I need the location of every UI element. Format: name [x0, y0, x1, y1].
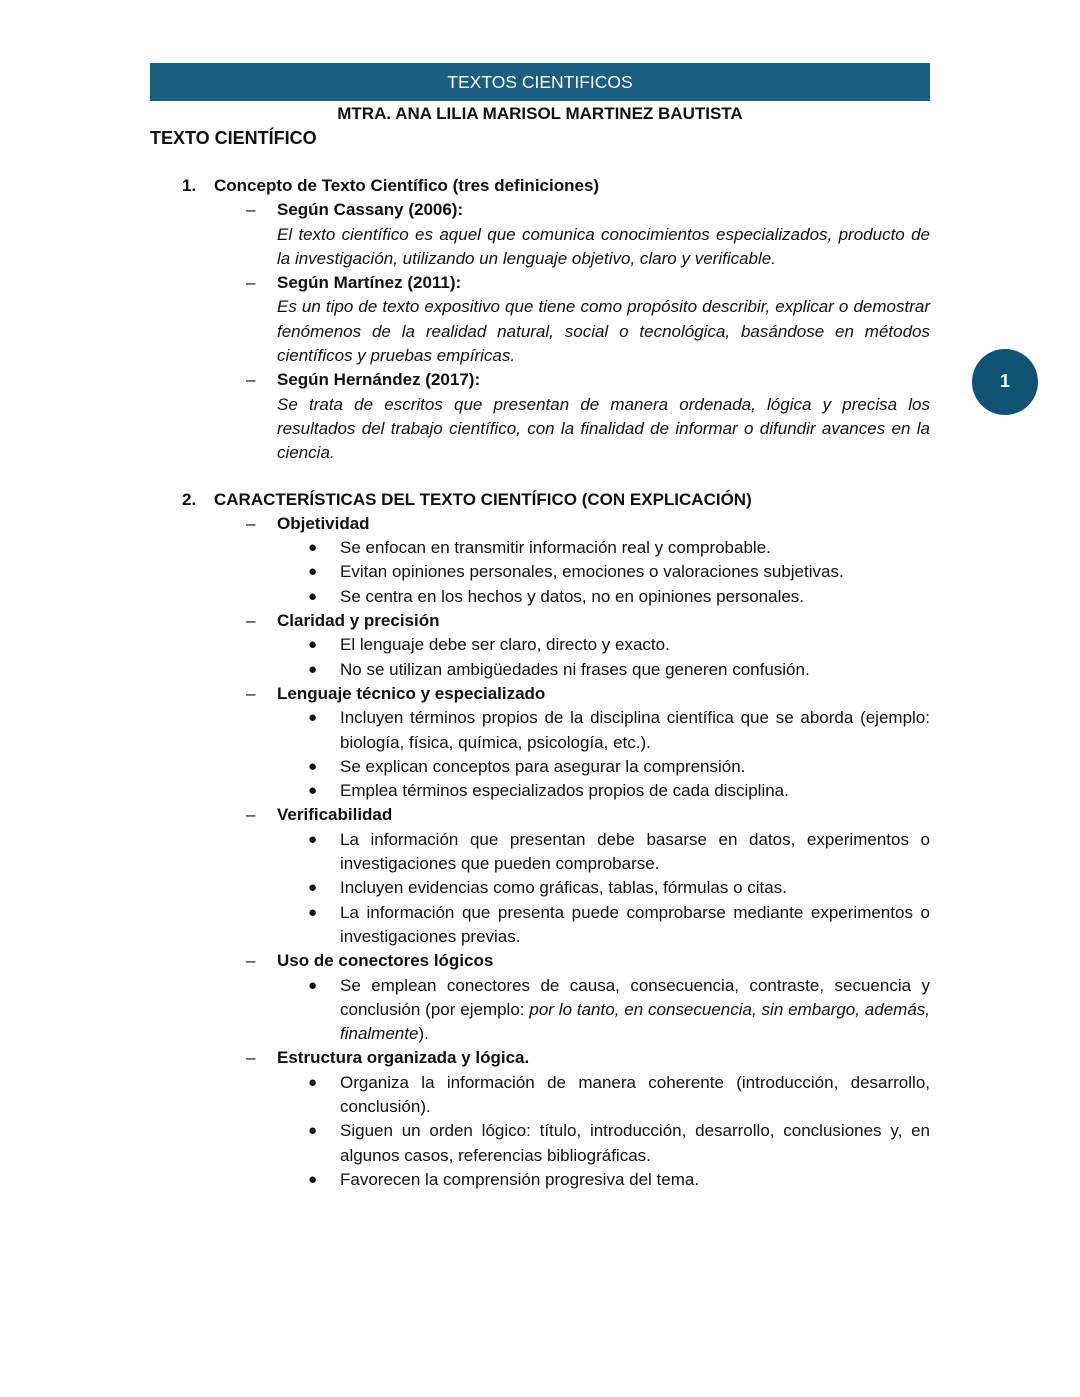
subsection-title: Según Cassany (2006):	[277, 200, 464, 220]
bullet-item	[277, 974, 930, 1047]
subsection	[214, 803, 930, 949]
author-name: MTRA. ANA LILIA MARISOL MARTINEZ BAUTISTA	[337, 104, 743, 123]
bullet-icon: ●	[308, 903, 318, 921]
section-number: 1.	[182, 176, 197, 195]
bullet-icon: ●	[308, 1122, 318, 1140]
bullet-text: La información que presenta puede comprobarse mediante experimentos o investigaciones previas.	[340, 902, 930, 946]
bullet-text: ).	[418, 1024, 429, 1044]
bullet-text: Se enfocan en transmitir información real y comprobable.	[340, 538, 771, 558]
header-banner: TEXTOS CIENTIFICOS	[150, 63, 930, 101]
subsection	[214, 682, 930, 803]
bullet-item	[277, 560, 930, 584]
section-number: 2.	[182, 489, 197, 509]
dash-marker: –	[246, 200, 256, 220]
subsection	[214, 949, 930, 1046]
dash-marker: –	[246, 370, 256, 390]
bullet-icon: ●	[308, 563, 318, 581]
section-title: CARACTERÍSTICAS DEL TEXTO CIENTÍFICO (CON EXPLICACIÓN)	[214, 489, 752, 509]
dash-marker: –	[246, 951, 256, 971]
bullet-item	[277, 706, 930, 755]
bullet-text: No se utilizan ambigüedades ni frases que generen confusión.	[340, 659, 810, 679]
bullet-icon: ●	[308, 782, 318, 800]
bullet-text: Se explican conceptos para asegurar la comprensión.	[340, 756, 746, 776]
subsection-title: Según Hernández (2017):	[277, 370, 481, 390]
bullet-item	[277, 658, 930, 682]
bullet-text: Organiza la información de manera coherente (introducción, desarrollo, conclusión).	[340, 1072, 930, 1116]
definition-text: Se trata de escritos que presentan de manera ordenada, lógica y precisa los resultados del trabajo científico, con la finalidad de informar o difundir avances en la ciencia.	[277, 394, 930, 463]
subsection-title: Uso de conectores lógicos	[277, 951, 494, 971]
definition-text: Es un tipo de texto expositivo que tiene como propósito describir, explicar o demostrar fenómenos de la realidad natural, social o tecnológica, basándose en métodos científicos y pruebas empíricas.	[277, 297, 930, 366]
document-body	[150, 174, 930, 1214]
bullet-icon: ●	[308, 1073, 318, 1091]
bullet-text: La información que presentan debe basarse en datos, experimentos o investigaciones que pueden comprobarse.	[340, 829, 930, 874]
bullet-text: El lenguaje debe ser claro, directo y exacto.	[340, 635, 670, 655]
bullet-text: Emplea términos especializados propios de cada disciplina.	[340, 781, 789, 801]
dash-marker: –	[246, 683, 256, 703]
bullet-text: Favorecen la comprensión progresiva del tema.	[340, 1169, 700, 1189]
bullet-item	[277, 876, 930, 900]
dash-marker: –	[246, 805, 256, 825]
bullet-icon: ●	[308, 879, 318, 897]
subsection-title: Según Martínez (2011):	[277, 273, 462, 293]
dash-marker: –	[246, 611, 256, 631]
subsection	[214, 512, 930, 609]
bullet-item	[277, 1168, 930, 1192]
bullet-item	[277, 828, 930, 877]
subsection-title: Claridad y precisión	[277, 611, 440, 631]
subsection	[214, 198, 930, 271]
section-title: Concepto de Texto Científico (tres definiciones)	[214, 176, 600, 195]
bullet-item	[277, 1071, 930, 1120]
bullet-icon: ●	[308, 1170, 318, 1188]
bullet-text: Siguen un orden lógico: título, introducción, desarrollo, conclusiones y, en algunos casos, referencias bibliográficas.	[340, 1121, 930, 1165]
subsection	[214, 368, 930, 465]
bullet-item	[277, 755, 930, 779]
subsection-title: Estructura organizada y lógica.	[277, 1048, 530, 1068]
bullet-text: Incluyen términos propios de la disciplina científica que se aborda (ejemplo: biología, física, química, psicología, etc.).	[340, 708, 930, 752]
bullet-item	[277, 901, 930, 950]
bullet-text: Evitan opiniones personales, emociones o valoraciones subjetivas.	[340, 562, 844, 582]
subsection-title: Verificabilidad	[277, 805, 393, 825]
bullet-icon: ●	[308, 539, 318, 557]
bullet-text: Incluyen evidencias como gráficas, tablas, fórmulas o citas.	[340, 878, 787, 898]
dash-marker: –	[246, 273, 256, 293]
definition-text: El texto científico es aquel que comunica conocimientos especializados, producto de la investigación, utilizando un lenguaje objetivo, claro y verificable.	[277, 224, 930, 268]
bullet-item	[277, 779, 930, 803]
document-title: TEXTO CIENTÍFICO	[150, 128, 317, 148]
section	[150, 174, 930, 466]
subsection	[214, 1046, 930, 1192]
bullet-icon: ●	[308, 709, 318, 727]
bullet-text-italic: por lo tanto, en consecuencia, sin embargo, además, finalmente	[340, 999, 931, 1044]
bullet-icon: ●	[308, 830, 318, 848]
bullet-icon: ●	[308, 636, 318, 654]
bullet-icon: ●	[308, 757, 318, 775]
subsection-title: Lenguaje técnico y especializado	[277, 683, 546, 703]
section	[150, 488, 930, 1193]
dash-marker: –	[246, 1048, 256, 1068]
bullet-item	[277, 585, 930, 609]
bullet-item	[277, 536, 930, 560]
dash-marker: –	[246, 513, 256, 533]
bullet-icon: ●	[308, 660, 318, 678]
bullet-item	[277, 1119, 930, 1168]
page-number-badge: 1	[972, 349, 1038, 415]
bullet-icon: ●	[308, 976, 318, 994]
bullet-text: Se emplean conectores de causa, consecuencia, contraste, secuencia y conclusión (por ejemplo:	[340, 975, 930, 1019]
bullet-item	[277, 633, 930, 657]
subsection	[214, 609, 930, 682]
subsection	[214, 271, 930, 368]
subsection-title: Objetividad	[277, 513, 370, 533]
bullet-text: Se centra en los hechos y datos, no en opiniones personales.	[340, 586, 805, 606]
bullet-icon: ●	[308, 587, 318, 605]
